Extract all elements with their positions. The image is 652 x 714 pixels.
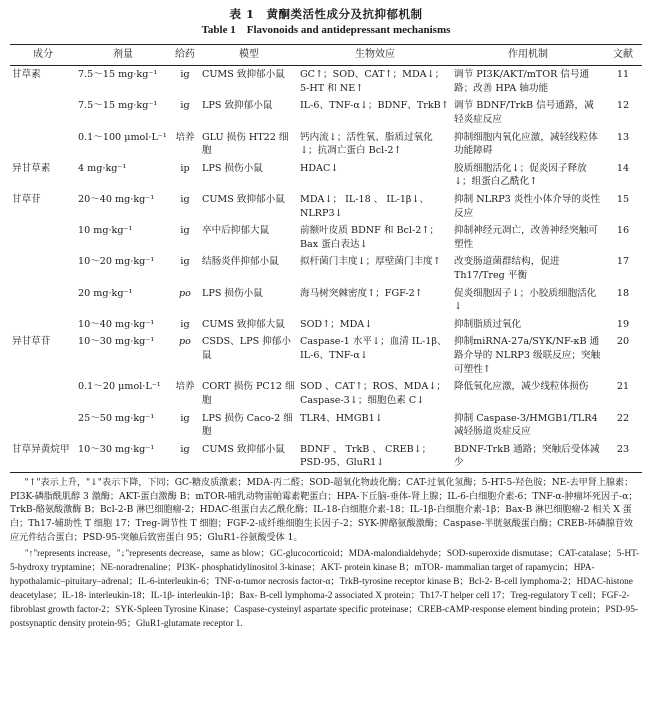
cell-mechanism: 抑制miRNA-27a/SYK/NF-κB 通路介导的 NLRP3 级联反应；突触可塑性↑	[454, 336, 601, 375]
cell-route: ig	[180, 69, 190, 81]
cell-component	[10, 97, 76, 128]
cell-dose: 20～40 mg·kg⁻¹	[78, 194, 155, 205]
cell-route: ip	[180, 162, 190, 174]
cell-component	[10, 129, 76, 160]
table-row	[10, 129, 642, 160]
header-effect: 生物效应	[355, 48, 395, 60]
table-row	[10, 97, 642, 128]
cell-model: LPS 损伤 Caco-2 细胞	[202, 412, 293, 438]
cell-component	[10, 253, 76, 284]
cell-reference: 12	[616, 100, 630, 112]
cell-route: 培养	[175, 131, 195, 143]
cell-model: LPS 损伤小鼠	[202, 162, 263, 174]
cell-model: CORT 损伤 PC12 细胞	[202, 381, 295, 406]
cell-effect: IL-6、TNF-α↓；BDNF、TrkB↑	[300, 100, 449, 112]
table-row	[10, 222, 642, 253]
cell-reference: 18	[616, 287, 630, 299]
cell-dose: 7.5～15 mg·kg⁻¹	[78, 100, 158, 112]
cell-reference: 23	[616, 443, 630, 455]
cell-dose: 25～50 mg·kg⁻¹	[78, 412, 155, 424]
cell-dose: 0.1～20 μmol·L⁻¹	[78, 381, 161, 393]
cell-route: ig	[180, 412, 190, 424]
cell-model: CUMS 致抑郁小鼠	[202, 69, 285, 81]
cell-reference: 15	[616, 194, 630, 205]
cell-mechanism: BDNF-TrkB 通路；突触后受体减少	[454, 443, 600, 469]
cell-reference: 13	[616, 131, 630, 143]
header-reference: 文献	[613, 48, 633, 60]
cell-effect: SOD↑；MDA↓	[300, 318, 373, 330]
cell-effect: MDA↓； IL-18 、 IL-1β↓、NLRP3↓	[300, 194, 430, 219]
cell-effect: TLR4、HMGB1↓	[300, 412, 383, 424]
cell-effect: HDAC↓	[300, 162, 339, 174]
cell-effect: Caspase-1 水平↓；血清 IL-1β、IL-6、TNF-α↓	[300, 336, 447, 362]
cell-mechanism: 抑制 NLRP3 炎性小体介导的炎性反应	[454, 194, 601, 219]
cell-route: ig	[180, 318, 190, 330]
cell-model: CUMS 致抑郁大鼠	[202, 318, 285, 330]
cell-reference: 20	[616, 336, 630, 348]
table-row	[10, 378, 642, 409]
cell-model: LPS 损伤小鼠	[202, 287, 263, 299]
table-title-en: Table 1 Flavonoids and antidepressant mechanisms	[201, 24, 451, 37]
cell-reference: 11	[616, 69, 630, 81]
abbreviation-note-cn: "↑"表示上升，"↓"表示下降，下同；GC-糖皮质激素；MDA-丙二醛；SOD-超氧化物歧化酶；CAT-过氧化氢酶；5-HT-5-羟色胺；NE-去甲肾上腺素；PI3K-磷脂酰肌醇 3 激酶；AKT-蛋白激酶 B；mTOR-哺乳动物雷帕霉素靶蛋白；HPA-下丘脑-垂体-肾上腺；IL-6-白细胞介素-6；TNF-α-肿瘤坏死因子-α；TrkB-酪氨酸激酶 B；Bcl-2-B 淋巴细胞瘤-2；HDAC-组蛋白去乙酰化酶；IL-18-白细胞介素-18；IL-1β-白细胞介素-1β；Bax-B 淋巴细胞瘤-2 相关 X 蛋白；Th17-辅助性 T 细胞 17；Treg-调节性 T 细胞；FGF-2-成纤维细胞生长因子-2；SYK-脾酪氨酸激酶；Caspase-半胱氨酸蛋白酶；CREB-环磷腺苷效应元件结合蛋白；PSD-95-突触后致密蛋白 95；GluR1-谷氨酸受体 1。	[10, 477, 638, 543]
cell-route: ig	[180, 443, 190, 455]
cell-dose: 10 mg·kg⁻¹	[78, 225, 133, 237]
cell-effect: BDNF 、 TrkB 、 CREB↓； PSD-95、GluR1↓	[300, 443, 432, 469]
cell-dose: 10～30 mg·kg⁻¹	[78, 336, 155, 348]
cell-component	[10, 316, 76, 334]
cell-route: ig	[180, 194, 190, 205]
header-model: 模型	[239, 48, 259, 60]
cell-effect: 钙内流↓；活性氧、脂质过氧化↓；抗凋亡蛋白 Bcl-2↑	[300, 131, 433, 157]
cell-route: po	[179, 336, 191, 348]
cell-model: CUMS 致抑郁小鼠	[202, 194, 285, 205]
cell-dose: 7.5～15 mg·kg⁻¹	[78, 69, 158, 81]
cell-route: ig	[180, 256, 190, 268]
cell-route: po	[179, 287, 191, 299]
cell-dose: 0.1～100 μmol·L⁻¹	[78, 131, 167, 143]
cell-component	[10, 285, 76, 316]
cell-reference: 19	[616, 318, 630, 330]
cell-mechanism: 胶质细胞活化↓；促炎因子释放↓；组蛋白乙酰化↑	[454, 162, 587, 188]
cell-component: 异甘草苷	[12, 336, 51, 348]
cell-model: CUMS 致抑郁小鼠	[202, 443, 285, 455]
cell-component: 甘草异黄烷甲	[12, 443, 70, 455]
cell-reference: 16	[616, 225, 630, 237]
cell-model: 卒中后抑郁大鼠	[202, 225, 270, 237]
cell-model: CSDS、LPS 抑郁小鼠	[202, 336, 291, 362]
table-row	[10, 285, 642, 316]
cell-component: 甘草苷	[12, 194, 41, 205]
cell-mechanism: 促炎细胞因子↓；小胶质细胞活化↓	[454, 287, 597, 313]
cell-effect: GC↑；SOD、CAT↑；MDA↓；5-HT 和 NE↑	[300, 69, 445, 94]
table-row	[10, 441, 642, 473]
table-header-row	[10, 44, 642, 65]
cell-mechanism: 降低氧化应激，减少线粒体损伤	[454, 381, 589, 393]
cell-mechanism: 抑制 Caspase-3/HMGB1/TLR4 减轻肠道炎症反应	[454, 412, 598, 438]
table-title-cn: 表 1 黄酮类活性成分及抗抑郁机制	[229, 7, 423, 21]
header-component: 成分	[33, 48, 53, 60]
table-notes	[10, 477, 642, 632]
cell-model: 结肠炎伴抑郁小鼠	[202, 256, 279, 268]
cell-mechanism: 改变肠道菌群结构，促进 Th17/Treg 平衡	[454, 256, 560, 282]
cell-reference: 22	[616, 412, 630, 424]
cell-reference: 17	[616, 256, 630, 268]
table-row	[10, 410, 642, 441]
cell-component	[10, 222, 76, 253]
cell-dose: 10～30 mg·kg⁻¹	[78, 443, 155, 455]
cell-dose: 10～40 mg·kg⁻¹	[78, 318, 155, 330]
cell-dose: 20 mg·kg⁻¹	[78, 287, 133, 299]
cell-component	[10, 410, 76, 441]
cell-component: 异甘草素	[12, 162, 51, 174]
cell-mechanism: 抑制细胞内氧化应激，减轻线粒体功能障碍	[454, 131, 598, 157]
cell-reference: 21	[616, 381, 630, 393]
cell-mechanism: 抑制脂质过氧化	[454, 318, 522, 330]
cell-route: 培养	[175, 381, 195, 393]
cell-effect: SOD 、CAT↑；ROS、MDA↓；Caspase-3↓；细胞色素 C↓	[300, 381, 446, 406]
flavonoid-table	[10, 44, 642, 473]
cell-model: LPS 致抑郁小鼠	[202, 100, 273, 112]
cell-route: ig	[180, 100, 190, 112]
cell-mechanism: 调节 PI3K/AKT/mTOR 信号通路；改善 HPA 轴功能	[454, 69, 590, 94]
cell-component: 甘草素	[12, 69, 41, 81]
cell-route: ig	[180, 225, 190, 237]
table-row	[10, 66, 642, 98]
table-row	[10, 316, 642, 334]
header-dose: 剂量	[113, 48, 133, 60]
cell-mechanism: 抑制神经元凋亡，改善神经突触可塑性	[454, 225, 598, 250]
cell-component	[10, 378, 76, 409]
header-route: 给药	[175, 48, 195, 60]
cell-mechanism: 调节 BDNF/TrkB 信号通路，减轻炎症反应	[454, 100, 594, 125]
header-mechanism: 作用机制	[508, 48, 548, 60]
table-row	[10, 333, 642, 378]
table-row	[10, 191, 642, 222]
cell-effect: 海马树突棘密度↑；FGF-2↑	[300, 287, 423, 299]
table-row	[10, 253, 642, 284]
cell-effect: 拟杆菌门丰度↓；厚壁菌门丰度↑	[300, 256, 441, 268]
table-row	[10, 160, 642, 191]
cell-dose: 10～20 mg·kg⁻¹	[78, 256, 155, 268]
cell-reference: 14	[616, 162, 630, 174]
abbreviation-note-en: "↑"represents increase，"↓"represents decrease，same as blow；GC-glucocorticoid；MDA-malondialdehyde；SOD-superoxide dismutase；CAT-catalase；5-HT-5-hydroxy tryptamine；NE-noradrenaline；PI3K- phosphatidylinositol 3-kinase；AKT- protein kinase B；mTOR- mammalian target of rapamycin；HPA-hypothalamic–pituitary–adrenal；IL-6-interleukin-6；TNF-α-tumor necrosis factor-α；TrkB-tyrosine receptor kinase B；Bcl-2- B-cell lymphoma-2；HDAC-histone deacetylase；IL-18- interleukin-18；IL-1β- interleukin-1β；Bax- B-cell lymphoma-2 associated X protein；Th17-T helper cell 17；Treg-regulatory T cell；FGF-2- fibroblast growth factor-2；SYK-Spleen Tyrosine Kinase；Caspase-cysteinyl aspartate specific proteinase；CREB-cAMP-response element binding protein；PSD-95-postsynaptic density protein-95；GluR1-glutamate receptor 1.	[10, 549, 640, 629]
cell-model: GLU 损伤 HT22 细胞	[202, 131, 289, 157]
cell-effect: 前额叶皮质 BDNF 和 Bcl-2↑；Bax 蛋白表达↓	[300, 225, 439, 250]
cell-dose: 4 mg·kg⁻¹	[78, 162, 127, 174]
